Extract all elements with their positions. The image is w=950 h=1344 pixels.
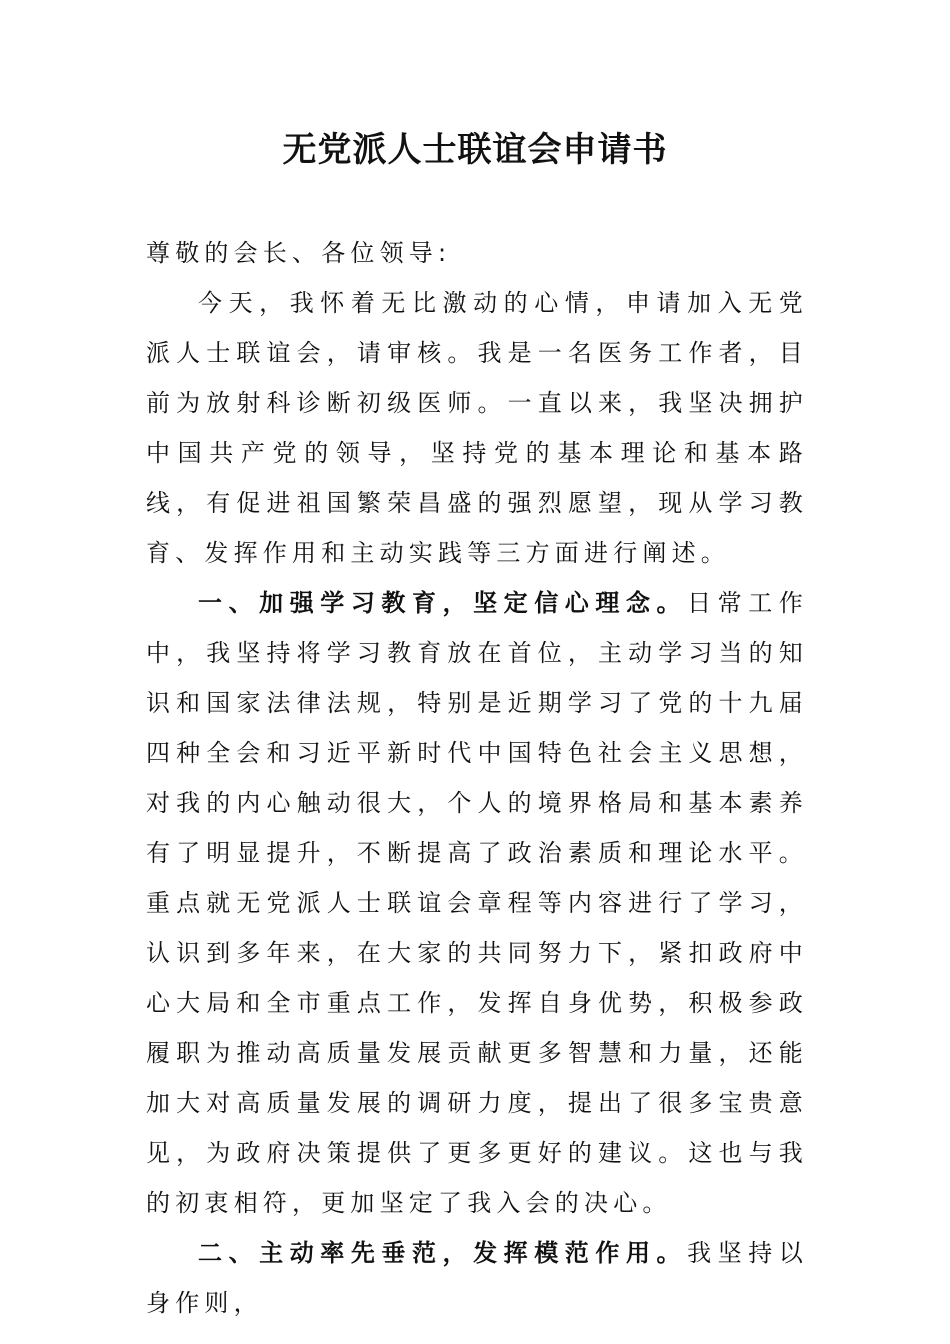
paragraph-intro xyxy=(146,278,808,578)
paragraph-example xyxy=(146,1228,808,1328)
salutation: 尊敬的会长、各位领导: xyxy=(146,239,452,267)
paragraph-text: 日常工作中，我坚持将学习教育放在首位，主动学习当的知识和国家法律法规，特别是近期学习了党的十九届四种全会和习近平新时代中国特色社会主义思想，对我的内心触动很大，个人的境界格局和基本素养有了明显提升，不断提高了政治素质和理论水平。重点就无党派人士联谊会章程等内容进行了学习，认识到多年来，在大家的共同努力下，紧扣政府中心大局和全市重点工作，发挥自身优势，积极参政履职为推动高质量发展贡献更多智慧和力量，还能加大对高质量发展的调研力度，提出了很多宝贵意见，为政府决策提供了更多更好的建议。这也与我的初衷相符，更加坚定了我入会的决心。 xyxy=(146,589,808,1217)
document-title: 无党派人士联谊会申请书 xyxy=(282,130,668,170)
paragraph-text: 今天，我怀着无比激动的心情，申请加入无党派人士联谊会，请审核。我是一名医务工作者，目前为放射科诊断初级医师。一直以来，我坚决拥护中国共产党的领导，坚持党的基本理论和基本路线，有促进祖国繁荣昌盛的强烈愿望，现从学习教育、发挥作用和主动实践等三方面进行阐述。 xyxy=(146,289,808,567)
paragraph-study xyxy=(146,578,808,1228)
document-body xyxy=(146,228,808,1328)
paragraph-text: 我坚持以身作则， xyxy=(146,1239,808,1317)
paragraph-heading: 一、加强学习教育，坚定信心理念。 xyxy=(198,589,688,617)
paragraph-heading: 二、主动率先垂范，发挥模范作用。 xyxy=(198,1239,688,1267)
